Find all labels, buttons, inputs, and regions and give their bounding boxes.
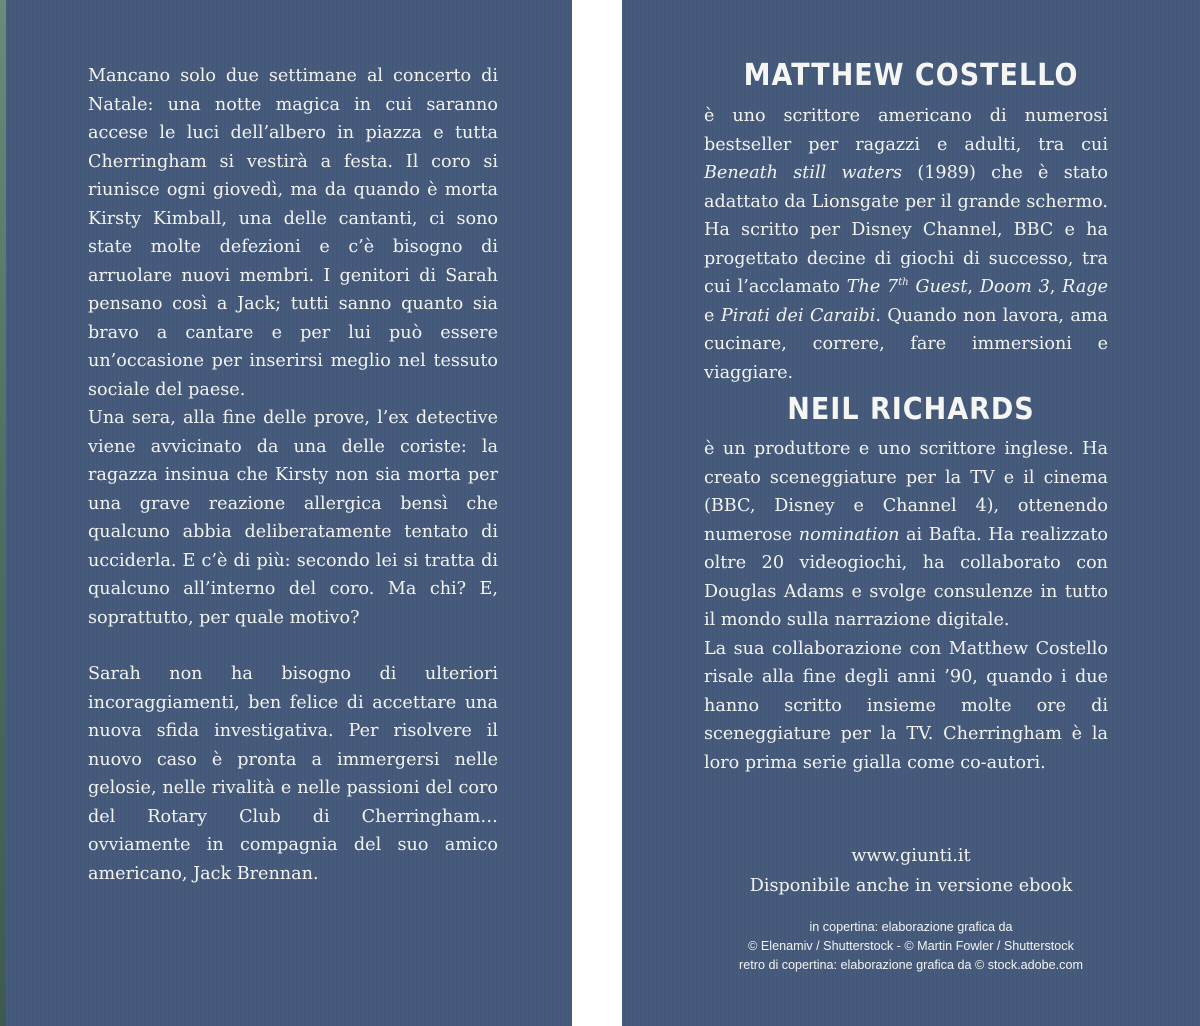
bio-text: ai Bafta. Ha realizzato oltre 20 videogiochi, ha collaborato con Douglas Adams e svolge consulenze in tutto il mondo sulla narrazione digitale. [704, 524, 1108, 630]
author-bio-costello: è uno scrittore americano di numerosi bestseller per ragazzi e adulti, tra cui Beneath still waters (1989) che è stato adattato da Lionsgate per il grande schermo. Ha scritto per Disney Channel, BBC e ha progettato decine di giochi di successo, tra cui l’acclamato The 7th Guest, Doom 3, Rage e Pirati dei Caraibi. Quando non lavora, ama cucinare, correre, fare immersioni e viaggiare. [704, 106, 1108, 383]
nomination-word: nomination [798, 524, 900, 545]
credit-line: in copertina: elaborazione grafica da [809, 920, 1013, 934]
bio-text: . Quando non lavora, ama cucinare, correre, fare immersioni e viaggiare. [704, 305, 1108, 383]
synopsis-paragraph-3: Sarah non ha bisogno di ulteriori incoraggiamenti, ben felice di accettare una nuova sfida investigativa. Per risolvere il nuovo caso è pronta a immergersi nelle gelosie, nelle rivalità e nelle passioni del coro del Rotary Club di Cherringham… ovviamente in compagnia del suo amico americano, Jack Brennan. [88, 664, 498, 884]
bio-text: è un produttore e uno scrittore inglese. Ha creato sceneggiature per la TV e il cinema (BBC, Disney e Channel 4), ottenendo numerose [704, 439, 1108, 545]
back-cover-panel [6, 0, 572, 1026]
game-title: Doom 3 [979, 277, 1050, 297]
ebook-availability: Disponibile anche in versione ebook [749, 876, 1073, 896]
credit-line: retro di copertina: elaborazione grafica da © stock.adobe.com [739, 958, 1083, 972]
credit-line: © Elenamiv / Shutterstock - © Martin Fowler / Shutterstock [748, 939, 1074, 953]
author-bio-richards [704, 435, 1108, 777]
author-name-costello: MATTHEW COSTELLO [743, 58, 1079, 93]
bio-text: è uno scrittore americano di numerosi bestseller per ragazzi e adulti, tra cui [704, 106, 1108, 155]
synopsis [88, 62, 498, 888]
game-title: Pirati dei Caraibi [720, 305, 876, 326]
publisher-website: www.giunti.it [851, 846, 971, 866]
synopsis-paragraph-1: Mancano solo due settimane al concerto di Natale: una notte magica in cui saranno accese le luci dell’albero in piazza e tutta Cherringham si vestirà a festa. Il coro si riunisce ogni giovedì, ma da quando è morta Kirsty Kimball, una delle cantanti, ci sono state molte defezioni e c’è bisogno di arruolare nuovi membri. I genitori di Sarah pensano così a Jack; tutti sanno quanto sia bravo a cantare e per lui può essere un’occasione per inserirsi meglio nel tessuto sociale del paese. [88, 66, 498, 400]
author-name-richards: NEIL RICHARDS [787, 392, 1035, 427]
flap-panel [622, 0, 1200, 1026]
collaboration-paragraph: La sua collaborazione con Matthew Costello risale alla fine degli anni ’90, quando i due hanno scritto insieme molte ore di sceneggiature per la TV. Cherringham è la loro prima serie gialla come co-autori. [704, 638, 1108, 773]
game-title: The 7th Guest [846, 277, 968, 297]
book-title: Beneath still waters [704, 163, 903, 183]
game-title: Rage [1062, 277, 1108, 297]
bio-text: (1989) che è stato adattato da Lionsgate per il grande schermo. Ha scritto per Disney Channel, BBC e ha progettato decine di giochi di successo, tra cui l’acclamato [704, 163, 1108, 297]
image-credits [622, 918, 1200, 975]
synopsis-paragraph-2: Una sera, alla fine delle prove, l’ex detective viene avvicinato da una delle coriste: la ragazza insinua che Kirsty non sia morta per una grave reazione allergica bensì che qualcuno abbia deliberatamente tentato di ucciderla. E c’è di più: secondo lei si tratta di qualcuno all’interno del coro. Ma chi? E, soprattutto, per quale motivo? [88, 408, 498, 628]
